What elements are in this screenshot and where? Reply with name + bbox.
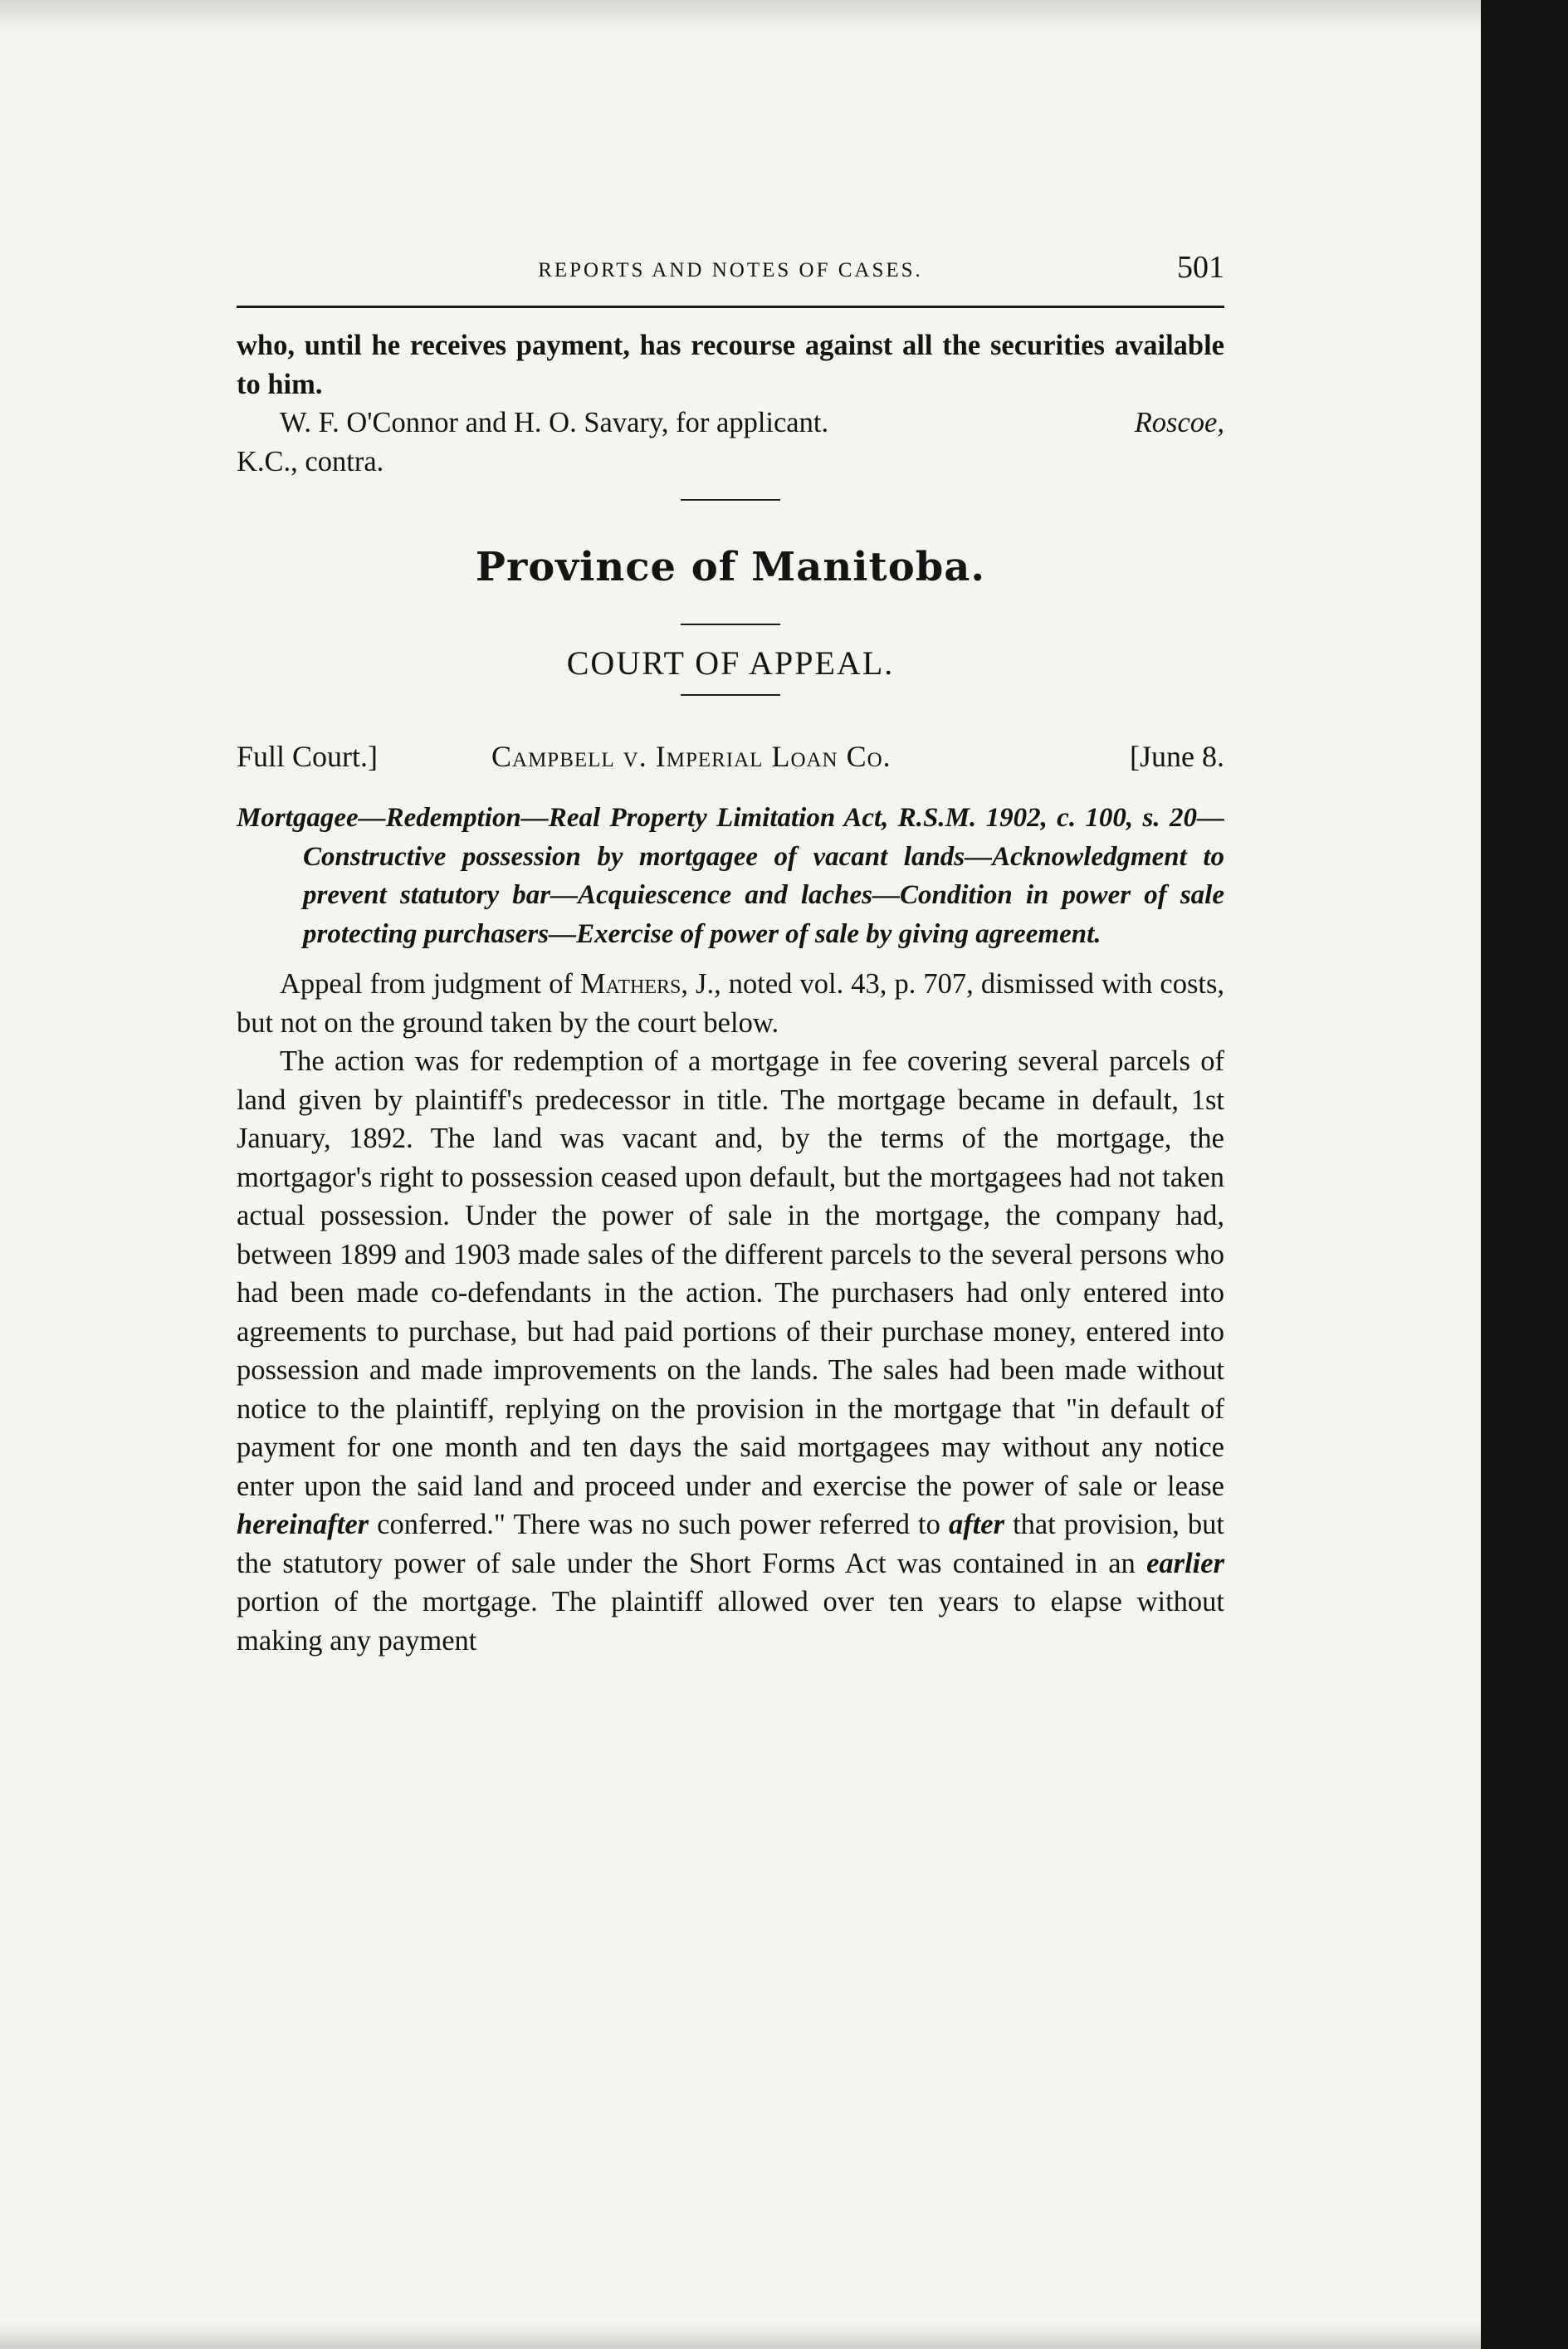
paragraph-text: , J., noted vol. 43, p. 707, dismissed with costs, but not on the ground taken by the court below. [237,968,1225,1039]
continuation-text: who, until he receives payment, has recourse against all the securities available to him. [237,330,1224,400]
header-rule [237,306,1224,308]
emphasis-text: after [948,1509,1005,1540]
paragraph-text: conferred." There was no such power referred to [369,1509,949,1540]
counsel-applicant: W. F. O'Connor and H. O. Savary, for applicant. [280,407,829,438]
case-date: [June 8. [1130,740,1224,773]
counsel-contra: K.C., contra. [237,445,384,477]
paragraph-text: portion of the mortgage. The plaintiff allowed over ten years to elapse without making any payment [237,1586,1224,1657]
section-rule [681,694,780,696]
section-rule [681,499,780,501]
emphasis-text: hereinafter [237,1509,369,1540]
paragraph-appeal [237,965,1224,1042]
case-line [237,739,1224,781]
running-head-title: REPORTS AND NOTES OF CASES. [538,259,923,281]
page-number: 501 [1177,250,1224,285]
case-court: Full Court.] [237,740,379,773]
headnote: Mortgagee—Redemption—Real Property Limitation Act, R.S.M. 1902, c. 100, s. 20—Constructive possession by mortgagee of vacant lands—Acknowledgment to prevent statutory bar—Acquiescence and laches—Condition in power of sale protecting purchasers—Exercise of power of sale by giving agreement. [237,803,1224,949]
running-head [237,249,1224,299]
court-heading: COURT OF APPEAL. [566,644,895,682]
page [237,249,1224,1660]
judge-name: Mathers [580,968,681,1000]
counsel-line [237,404,1224,443]
emphasis-text: earlier [1146,1547,1224,1579]
paragraph-text: Appeal from judgment of [280,968,580,1000]
section-rule [681,624,780,625]
scan-edge-right [1481,0,1568,2349]
paragraph-text: that provision, but the statutory power of sale under the Short Forms Act was contained in an [237,1509,1225,1579]
paragraph-facts [237,1042,1224,1660]
counsel-contra-name: Roscoe, [1134,407,1224,438]
case-name: Campbell v. Imperial Loan Co. [491,740,891,773]
scan-edge-bottom [0,2321,1481,2349]
province-heading: Province of Manitoba. [475,544,986,590]
paragraph-text: The action was for redemption of a mortgage in fee covering several parcels of land given by plaintiff's predecessor in title. The mortgage became in default, 1st January, 1892. The land was vacant and, by the terms of the mortgage, the mortgagor's right to possession ceased upon default, but the mortgagees had not taken actual possession. Under the power of sale in the mortgage, the company had, between 1899 and 1903 made sales of the different parcels to the several persons who had been made co-defendants in the action. The purchasers had only entered into agreements to purchase, but had paid portions of their purchase money, entered into possession and made improvements on the lands. The sales had been made without notice to the plaintiff, replying on the provision in the mortgage that "in default of payment for one month and ten days the said mortgagees may without any notice enter upon the said land and proceed under and exercise the power of sale or lease [237,1045,1224,1502]
scan-edge-top [0,0,1481,38]
